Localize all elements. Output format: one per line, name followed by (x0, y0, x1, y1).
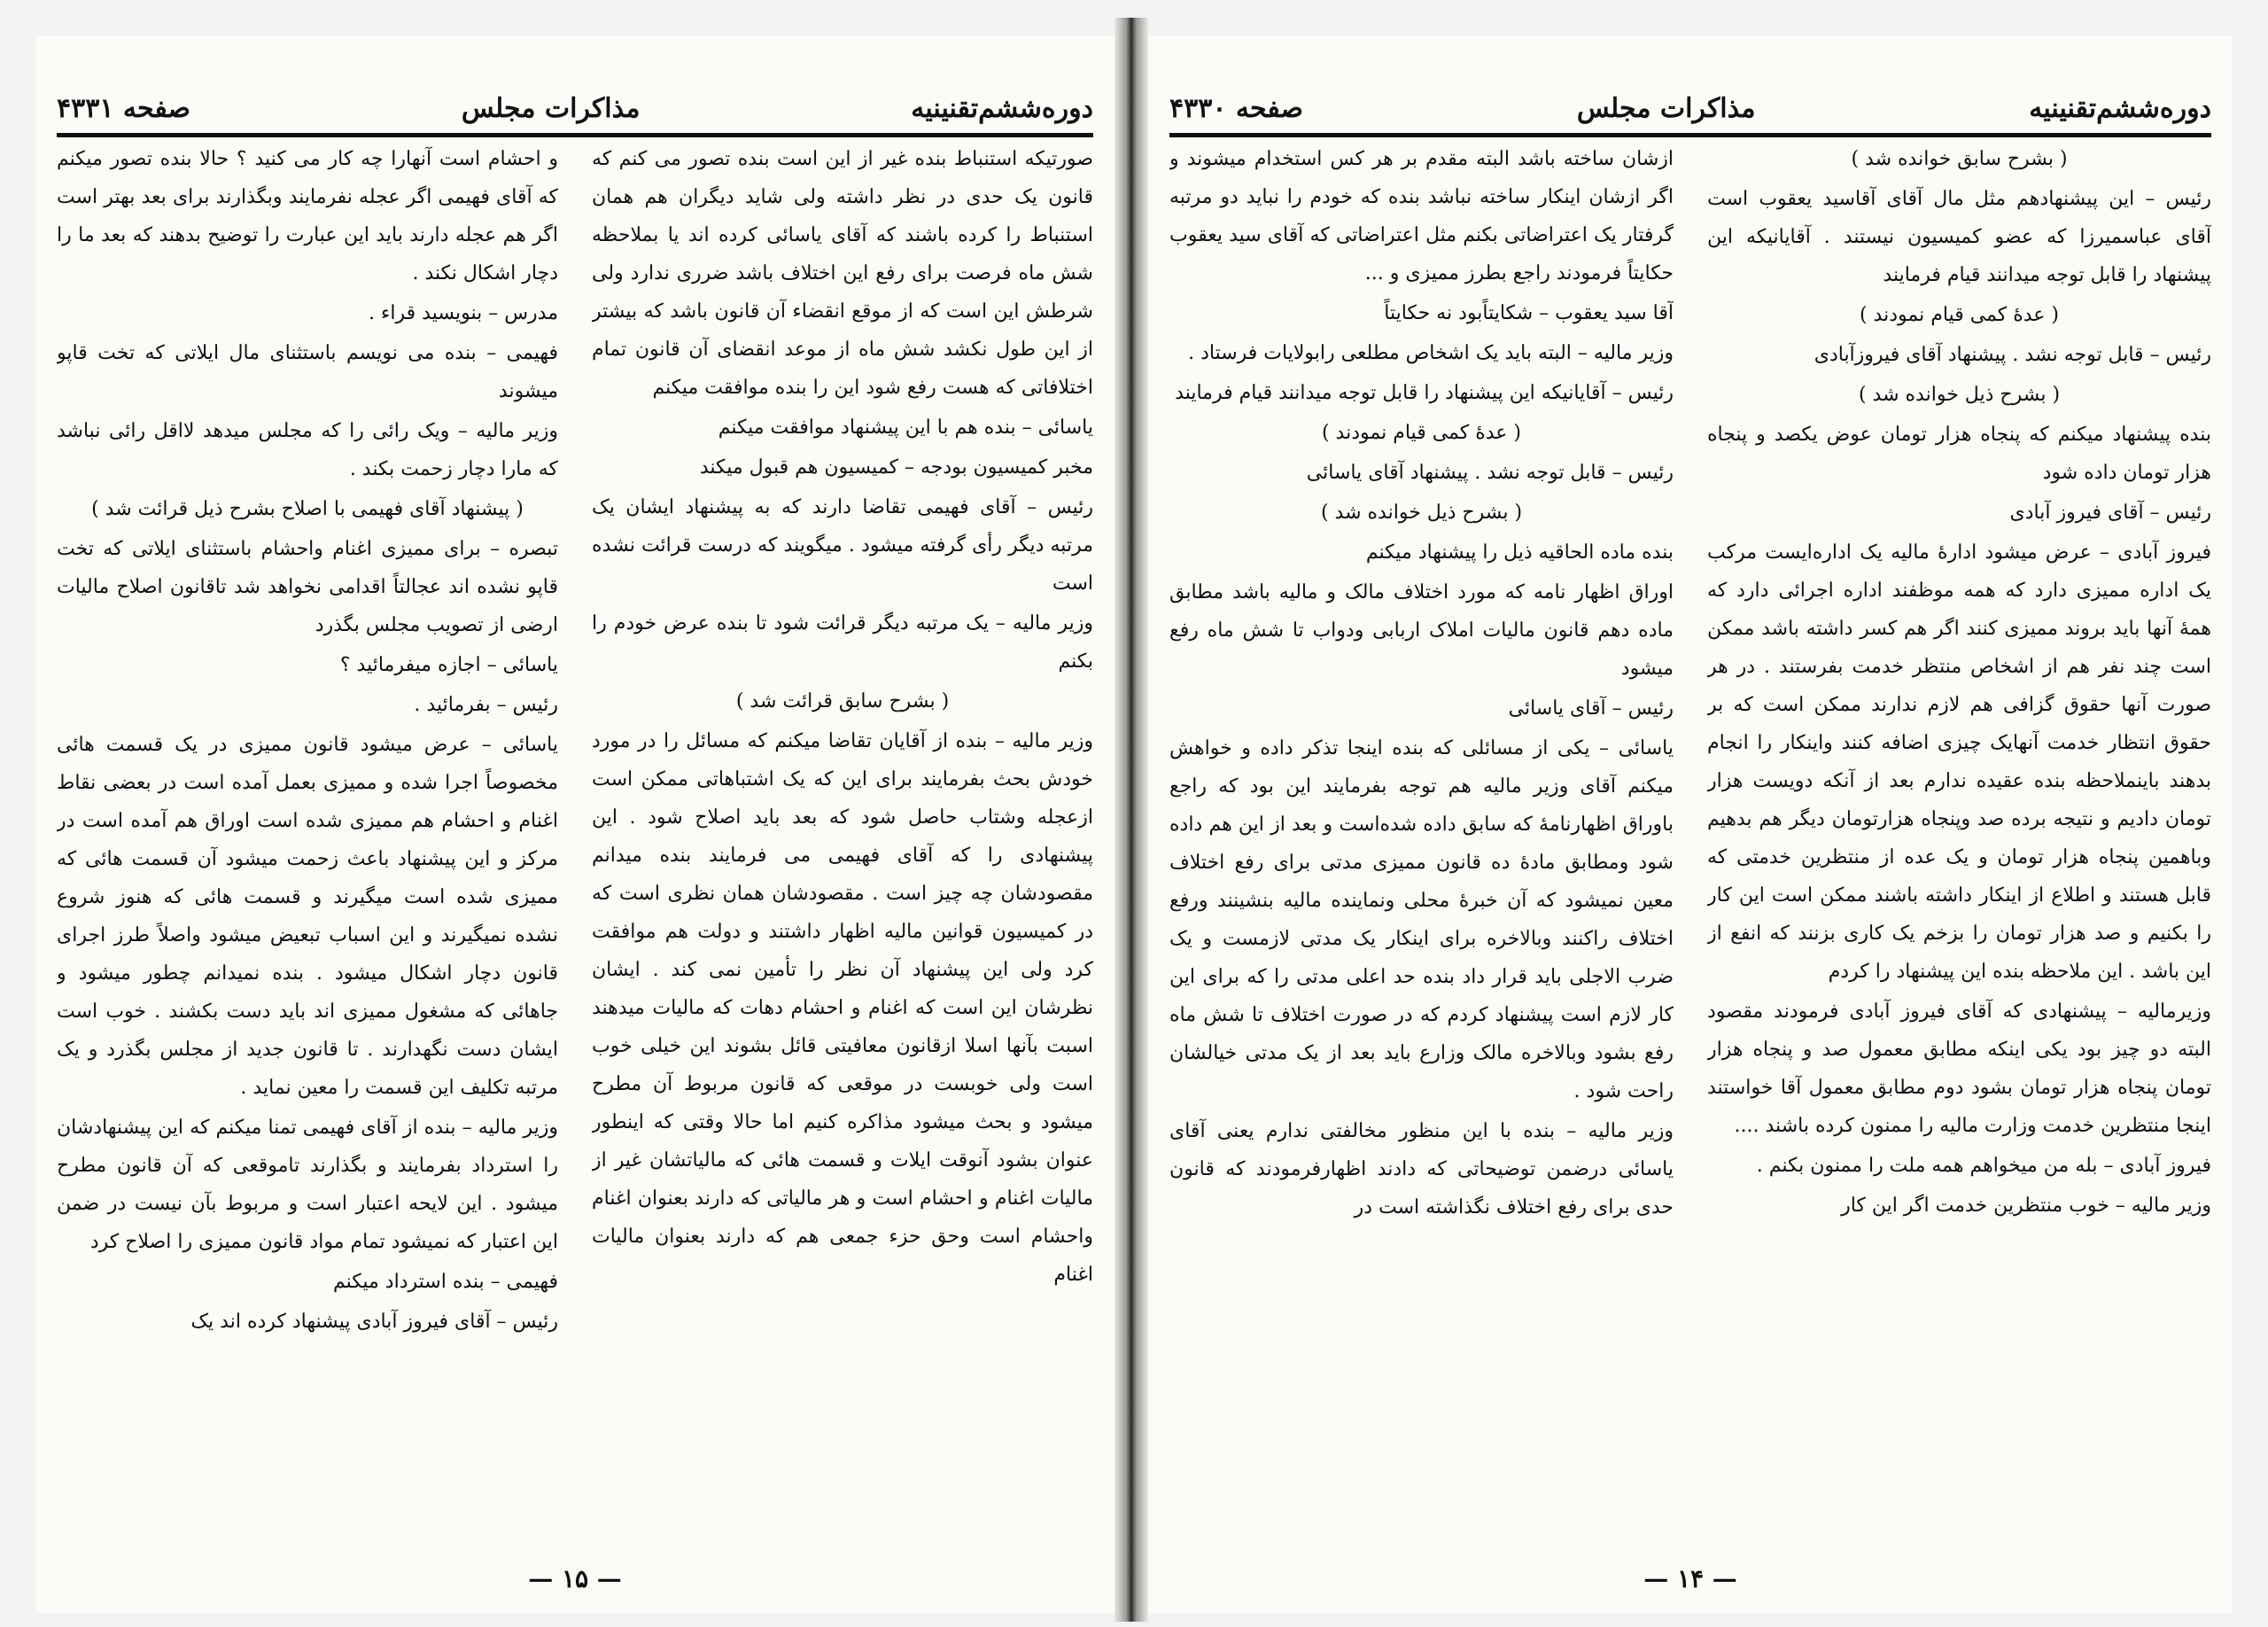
text-columns (57, 140, 1093, 1551)
paragraph: وزیر مالیه – یک مرتبه دیگر قرائت شود تا بنده عرض خودم را بکنم (592, 612, 1093, 673)
paragraph: رئیس – آقای فهیمی تقاضا دارند که به پیشنهاد ایشان یک مرتبه دیگر رأی گرفته میشود . میگویند که درست قرائت نشده است (592, 496, 1093, 595)
paragraph: بنده ماده الحاقیه ذیل را پیشنهاد میکنم (1365, 541, 1674, 564)
header-session: دوره‌ششم‌تقنینیه (911, 93, 1093, 124)
paragraph: یاسائی – اجازه میفرمائید ؟ (339, 654, 558, 676)
paragraph: ازشان ساخته باشد البته مقدم بر هر کس استخدام میشوند و اگر ازشان اینکار ساخته نباشد بنده که خودم را نباید دو مرتبه گرفتار یک اعتراضاتی بکنم مثل اعتراضاتی که آقای سید یعقوب حکایتاً فرمودند راجع بطرز ممیزی و ... (1169, 148, 1674, 284)
paragraph: صورتیکه استنباط بنده غیر از این است بنده تصور می کنم که قانون یک حدی در نظر داشته ولی شاید دیگران هم همان استنباط را کرده باشند که آقای یاسائی کرده اند یا بملاحظه شش ماه فرصت برای رفع این اختلاف باشد ضرری ندارد ولی شرطش این است که از موقع انقضاء آن قانون باشد که بیشتر از این طول نکشد شش ماه از موعد انقضای آن قانون تمام اختلافاتی که هست رفع شود این را بنده موافقت میکنم (592, 148, 1093, 399)
paragraph: رئیس – بفرمائید . (414, 694, 558, 716)
page-footer-number: — ۱۵ — (528, 1564, 622, 1593)
page-header (57, 62, 1093, 137)
paragraph: وزیر مالیه – خوب منتظرین خدمت اگر این کار (1841, 1195, 2211, 1217)
paragraph: آقا سید یعقوب – شکایتاًبود نه حکایتاً (1384, 302, 1674, 324)
paragraph: اوراق اظهار نامه که مورد اختلاف مالک و مالیه باشد مطابق ماده دهم قانون مالیات املاک اربابی ودواب تا شش ماه رفع میشود (1169, 581, 1674, 680)
paragraph: ( بشرح سابق خوانده شد ) (1851, 148, 2068, 170)
header-title: مذاکرات مجلس (1576, 93, 1756, 124)
book-gutter (1115, 18, 1148, 1622)
paragraph: وزیرمالیه – پیشنهادی که آقای فیروز آبادی فرمودند مقصود البته دو چیز بود یکی اینکه مطابق معمول صد و پنجاه هزار تومان پنجاه هزار تومان بشود دوم مطابق معمول آقا خواستند اینجا منتظرین خدمت وزارت مالیه را ممنون کرده باشند .... (1707, 1000, 2211, 1137)
paragraph: بنده پیشنهاد میکنم که پنجاه هزار تومان عوض یکصد و پنجاه هزار تومان داده شود (1707, 424, 2211, 484)
column-left (57, 140, 558, 1551)
paragraph: و احشام است آنهارا چه کار می کنید ؟ حالا بنده تصور میکنم که آقای فهیمی اگر عجله نفرمایند وبگذارند برای بعد بهتر است اگر هم عجله دارند باید این عبارت را توضیح بدهند که بعد ما را دچار اشکال نکند . (57, 148, 558, 284)
paragraph: وزیر مالیه – البته باید یک اشخاص مطلعی رابولایات فرستاد . (1188, 342, 1674, 364)
paragraph: وزیر مالیه – بنده با این منظور مخالفتی ندارم یعنی آقای یاسائی درضمن توضیحاتی که دادند اظهارفرمودند که قانون حدی برای رفع اختلاف نگذاشته است در (1169, 1120, 1674, 1218)
paragraph: مخبر کمیسیون بودجه – کمیسیون هم قبول میکند (699, 456, 1093, 479)
paragraph: ( بشرح ذیل خوانده شد ) (1320, 502, 1523, 524)
paragraph: رئیس – این پیشنهادهم مثل مال آقای آقاسید یعقوب است آقای عباسمیرزا که عضو کمیسیون نیستند . آقایانیکه این پیشنهاد را قابل توجه میدانند قیام فرمایند (1707, 188, 2211, 286)
paragraph: فهیمی – بنده می نویسم باستثنای مال ایلاتی که تخت قاپو میشوند (57, 342, 558, 402)
right-page (1148, 35, 2233, 1613)
header-page-number: صفحه ۴۳۳۱ (57, 93, 190, 124)
header-title: مذاکرات مجلس (461, 93, 641, 124)
paragraph: یاسائی – یکی از مسائلی که بنده اینجا تذکر داده و خواهش میکنم آقای وزیر مالیه هم توجه بفرمایند این بود که راجع باوراق اظهارنامهٔ که سابق داده شده‌است و بعد از این هم داده شود ومطابق مادهٔ ده قانون ممیزی مدتی برای رفع اختلاف معین نمیشود که آن خبرهٔ محلی ونماینده مالیه بنشینند ورفع اختلاف راکنند وبالاخره برای اینکار یک مدتی لازمست و یک ضرب الاجلی باید قرار داد بنده حد اعلی مدتی را که برای این کار لازم است پیشنهاد کردم که در صورت اختلاف تا شش ماه رفع بشود وبالاخره مالک وزارع باید بعد از یک مدتی خیالشان راحت شود . (1169, 737, 1674, 1102)
left-page (35, 35, 1115, 1613)
paragraph: فهیمی – بنده استرداد میکنم (332, 1271, 558, 1293)
paragraph: رئیس – آقای فیروز آبادی پیشنهاد کرده اند یک (190, 1311, 558, 1333)
text-columns (1169, 140, 2211, 1551)
column-left (1169, 140, 1674, 1551)
paragraph: فیروز آبادی – عرض میشود ادارهٔ مالیه یک اداره‌ایست مرکب یک اداره ممیزی دارد که همه موظفند اداره اجرائی دارد که همهٔ آنها باید بروند ممیزی کنند اگر هم کسر داشته باشد ممکن است چند نفر هم از اشخاص منتظر خدمت بفرستند . در هر صورت آنها حقوق گزافی هم لازم ندارند ممکن است که بر حقوق انتظار خدمت آنهایک چیزی اضافه کنند واینکار را انجام بدهند باینملاحظه بنده عقیده ندارم بعد از آنکه دویست هزار تومان دادیم و نتیجه برده صد وپنجاه هزارتومان دیگر هم بدهیم وباهمین پنجاه هزار تومان و یک عده از منتظرین خدمتی که قابل هستند و اطلاع از اینکار داشته باشند ممکن است این کار را بکنیم و صد هزار تومان را بزخم یک کاری بزنند که انفع از این باشد . این ملاحظه بنده این پیشنهاد را کردم (1707, 541, 2211, 983)
paragraph: رئیس – آقای یاسائی (1508, 697, 1674, 720)
paragraph: وزیر مالیه – بنده از آقای فهیمی تمنا میکنم که این پیشنهادشان را استرداد بفرمایند و بگذارند تاموقعی که آن قانون مطرح میشود . این لایحه اعتبار است و مربوط بآن نیست در ضمن این اعتبار که نمیشود تمام مواد قانون ممیزی را اصلاح کرد (57, 1117, 558, 1253)
paragraph: تبصره – برای ممیزی اغنام واحشام باستثنای ایلاتی که تخت قاپو نشده اند عجالتاً اقدامی نخواهد شد تاقانون اصلاح مالیات ارضی از تصویب مجلس بگذرد (57, 538, 558, 636)
paragraph: رئیس – آقای فیروز آبادی (2009, 502, 2211, 524)
paragraph: ( عدهٔ کمی قیام نمودند ) (1859, 304, 2060, 326)
paragraph: وزیر مالیه – بنده از آقایان تقاضا میکنم که مسائل را در مورد خودش بحث بفرمایند برای این که یک اشتباهاتی ممکن است ازعجله وشتاب حاصل شود که بعد باید اصلاح شود . این پیشنهادی را که آقای فهیمی می فرمایند بنده میدانم مقصودشان چه چیز است . مقصودشان همان نظری است که در کمیسیون قوانین مالیه اظهار داشتند و دولت هم موافقت کرد ولی این پیشنهاد آن نظر را تأمین نمی کند . ایشان نظرشان این است که اغنام و احشام دهات که مالیات میدهند اسبت بآنها اسلا ازقانون معافیتی قائل بشوند این خیلی خوب است ولی خوبست در موقعی که قانون مربوط آن مطرح میشود و بحث میشود مذاکره کنیم اما حالا وقتی که اینطور عنوان بشود آنوقت ایلات و قسمت هائی که مالیاتشان غیر از مالیات اغنام و احشام است و هر مالیاتی که دارند بعنوان اغنام واحشام است وحق حزء جمعی هم که دارند بعنوان مالیات اغنام (592, 730, 1093, 1286)
paragraph: وزیر مالیه – ویک رائی را که مجلس میدهد لااقل رائی نباشد که مارا دچار زحمت بکند . (57, 420, 558, 480)
paragraph: رئیس – قابل توجه نشد . پیشنهاد آقای فیروزآبادی (1814, 344, 2211, 366)
paragraph: یاسائی – بنده هم با این پیشنهاد موافقت میکنم (718, 416, 1093, 439)
column-right (592, 140, 1093, 1551)
header-session: دوره‌ششم‌تقنینیه (2029, 93, 2211, 124)
page-header (1169, 62, 2211, 137)
paragraph: ( پیشنهاد آقای فهیمی با اصلاح بشرح ذیل قرائت شد ) (91, 498, 524, 520)
paragraph: یاسائی – عرض میشود قانون ممیزی در یک قسمت هائی مخصوصاً اجرا شده و ممیزی بعمل آمده است در بعضی نقاط اغنام و احشام هم ممیزی شده است اوراق هم آمده است در مرکز و این پیشنهاد باعث زحمت میشود آن قسمت هائی که ممیزی شده است میگیرند و قسمت هائی که هنوز شروع نشده نمیگیرند و این اسباب تبعیض میشود واصلاً طرز اجرای قانون دچار اشکال میشود . بنده نمیدانم چطور میشود و جاهائی که مشغول ممیزی اند باید دست بکشند . خوب است ایشان دست نگهدارند . تا قانون جدید از مجلس بگذرد و یک مرتبه تکلیف این قسمت را معین نماید . (57, 734, 558, 1099)
paragraph: مدرس – بنویسید قراء . (369, 302, 558, 324)
column-right (1707, 140, 2211, 1551)
paragraph: فیروز آبادی – بله من میخواهم همه ملت را ممنون بکنم . (1756, 1155, 2211, 1177)
paragraph: رئیس – قابل توجه نشد . پیشنهاد آقای یاسائی (1306, 462, 1674, 484)
paragraph: رئیس – آقایانیکه این پیشنهاد را قابل توجه میدانند قیام فرمایند (1175, 382, 1674, 404)
paragraph: ( عدهٔ کمی قیام نمودند ) (1321, 422, 1522, 444)
page-footer-number: — ۱۴ — (1643, 1564, 1737, 1593)
header-page-number: صفحه ۴۳۳۰ (1169, 93, 1303, 124)
paragraph: ( بشرح سابق قرائت شد ) (735, 690, 950, 712)
paragraph: ( بشرح ذیل خوانده شد ) (1858, 384, 2061, 406)
